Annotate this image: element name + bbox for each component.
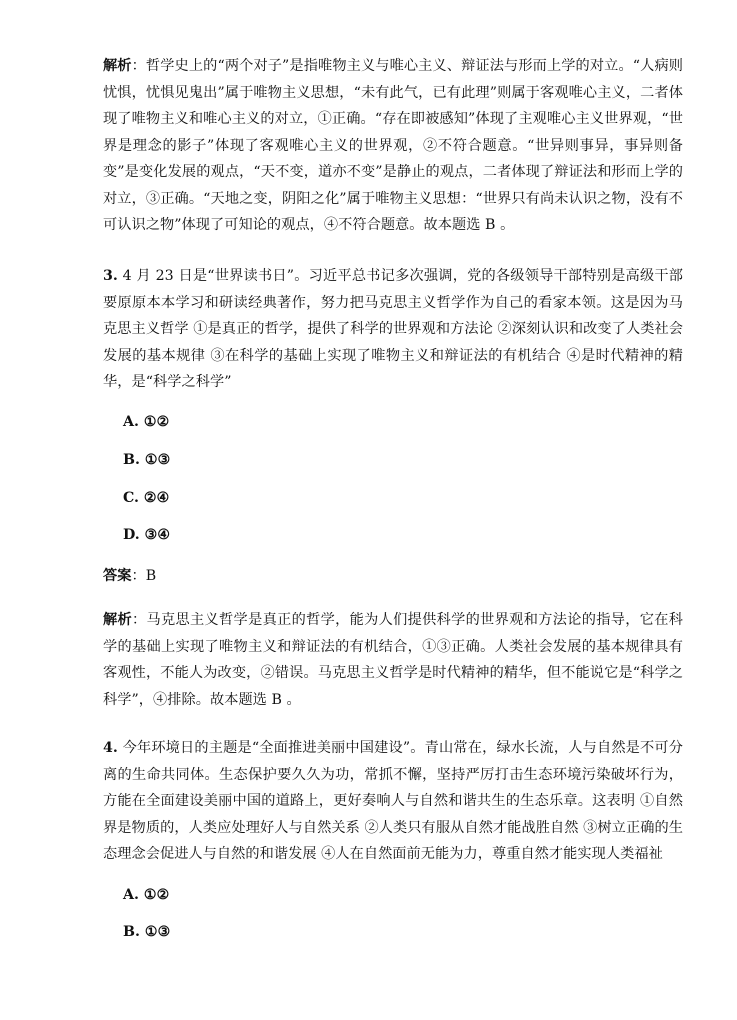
question-text: 今年环境日的主题是“全面推进美丽中国建设”。青山常在，绿水长流，人与自然是不可分离的生命共同体。生态保护要久久为功，常抓不懈，坚持严厉打击生态环境污染破坏行为，方能在全面建设美丽中国的道路上，更好奏响人与自然和谐共生的生态乐章。这表明 ①自然界是物质的，人类应处理好人与自然关系 ②人类只有服从自然才能战胜自然 ③树立正确的生态理念会促进人与自然的和谐发展 ④人在自然面前无能为力，尊重自然才能实现人类福祉 xyxy=(103,740,683,862)
option-a: A. ①② xyxy=(123,887,170,903)
question-number: 3. xyxy=(103,268,118,284)
option-d: D. ③④ xyxy=(123,527,171,543)
question-number: 4. xyxy=(103,740,118,756)
analysis-text: ：哲学史上的“两个对子”是指唯物主义与唯心主义、辩证法与形而上学的对立。“人病则忧惧，忧惧见鬼出”属于唯物主义思想，“未有此气，已有此理”则属于客观唯心主义，二者体现了唯物主义和唯心主义的对立，①正确。“存在即被感知”体现了主观唯心主义世界观，“世界是理念的影子”体现了客观唯心主义的世界观，②不符合题意。“世异则事异，事异则备变”是变化发展的观点，“天不变，道亦不变”是静止的观点，二者体现了辩证法和形而上学的对立，③正确。“天地之变，阴阳之化”属于唯物主义思想：“世界只有尚未认识之物，没有不可认识之物”体现了可知论的观点，④不符合题意。故本题选 B 。 xyxy=(103,58,683,233)
option-a: A. ①② xyxy=(123,414,170,430)
answer-block-q3 xyxy=(103,563,683,590)
answer-value: ：B xyxy=(131,568,157,584)
analysis-text: ：马克思主义哲学是真正的哲学，能为人们提供科学的世界观和方法论的指导，它在科学的基础上实现了唯物主义和辩证法的有机结合，①③正确。人类社会发展的基本规律具有客观性，不能人为改变，②错误。马克思主义哲学是时代精神的精华，但不能说它是“科学之科学”，④排除。故本题选 B 。 xyxy=(103,612,683,708)
option-b: B. ①③ xyxy=(123,924,171,940)
answer-label: 答案 xyxy=(103,568,132,584)
analysis-block-q3 xyxy=(103,607,683,713)
question-text: 4 月 23 日是“世界读书日”。习近平总书记多次强调，党的各级领导干部特别是高级干部要原原本本学习和研读经典著作，努力把马克思主义哲学作为自己的看家本领。这是因为马克思主义哲学 ①是真正的哲学，提供了科学的世界观和方法论 ②深刻认识和改变了人类社会发展的基本规律 ③在科学的基础上实现了唯物主义和辩证法的有机结合 ④是时代精神的精华，是“科学之科学” xyxy=(103,268,683,390)
analysis-label: 解析 xyxy=(103,612,133,628)
option-c: C. ②④ xyxy=(123,490,170,506)
analysis-block-q2 xyxy=(103,53,683,239)
analysis-label: 解析 xyxy=(103,58,132,74)
question-3 xyxy=(103,263,683,396)
option-b: B. ①③ xyxy=(123,452,171,468)
question-4 xyxy=(103,735,683,868)
